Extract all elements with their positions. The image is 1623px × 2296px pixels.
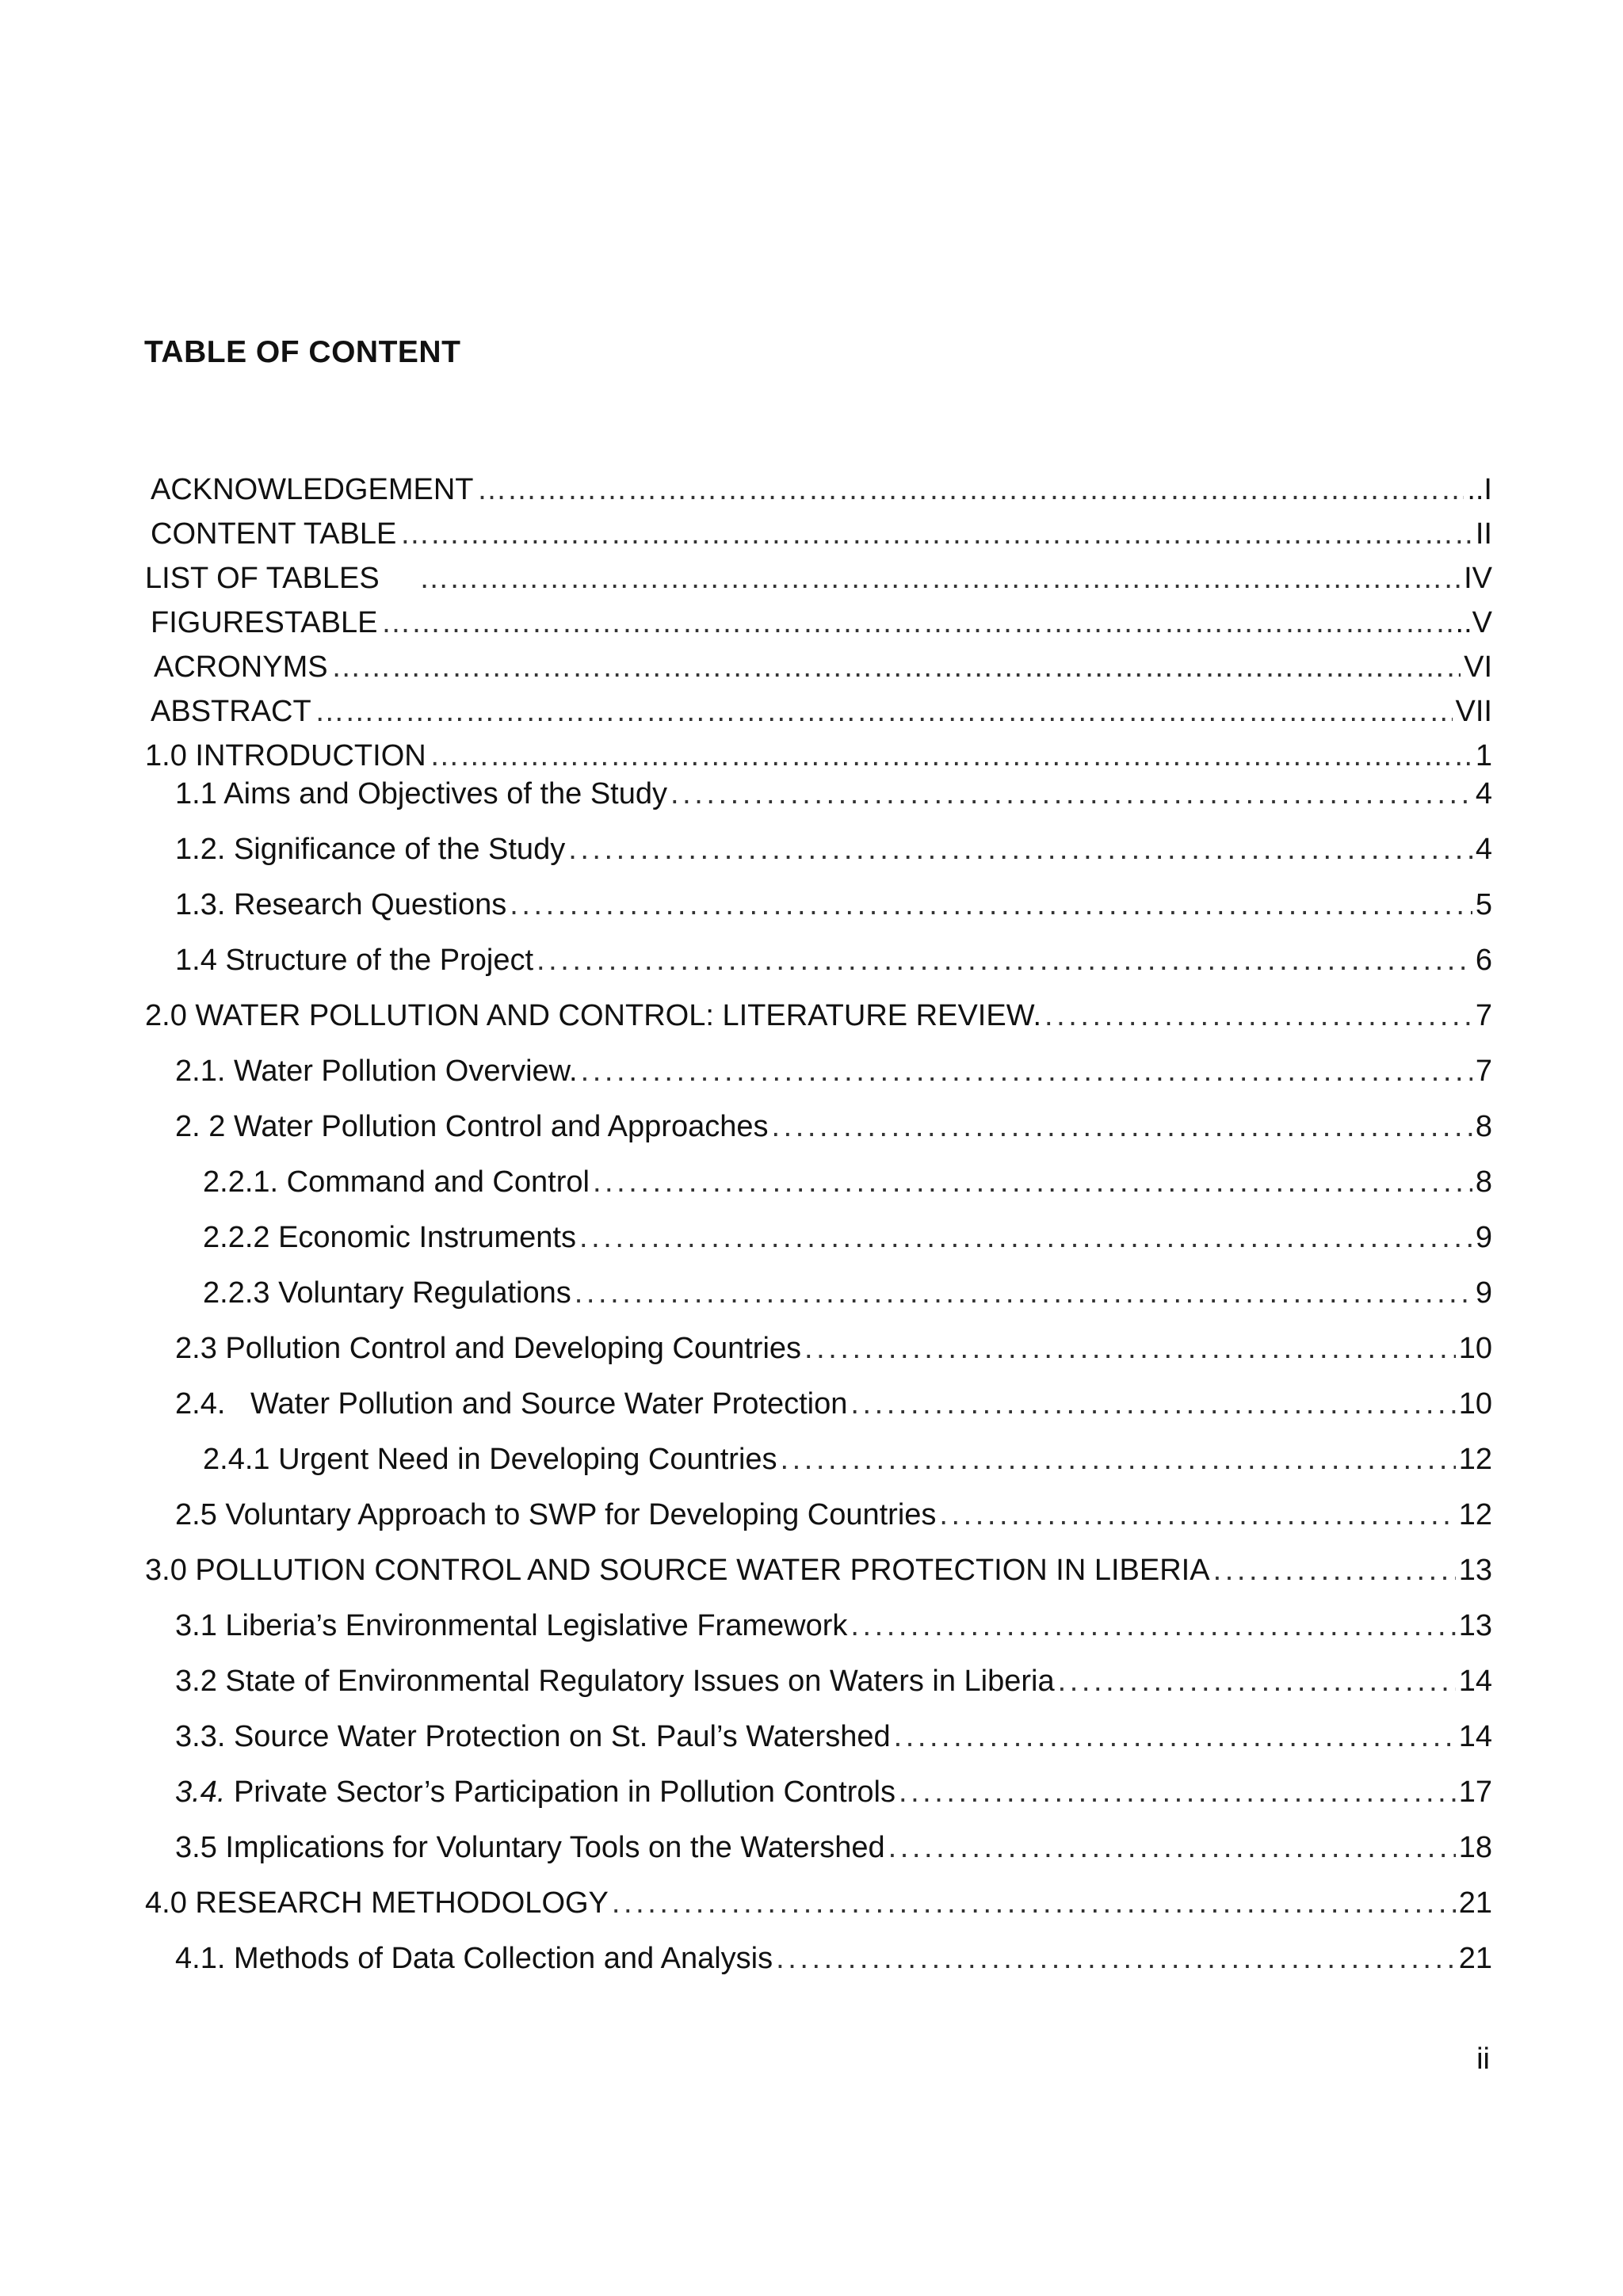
- toc-entry-label: ACKNOWLEDGEMENT: [151, 473, 474, 506]
- toc-entry[interactable]: [175, 1386, 1492, 1421]
- dot-leader: [537, 943, 1472, 978]
- toc-entry-page: 10: [1458, 1387, 1492, 1421]
- toc-entry-label: 2. 2 Water Pollution Control and Approaches: [175, 1110, 769, 1143]
- toc-entry[interactable]: [203, 1165, 1492, 1199]
- dot-leader: [380, 605, 1452, 640]
- toc-entry-label: 4.0 RESEARCH METHODOLOGY: [145, 1886, 609, 1920]
- toc-entry-page: 21: [1458, 1886, 1492, 1920]
- toc-entry-label: 3.0 POLLUTION CONTROL AND SOURCE WATER PROTECTION IN LIBERIA: [145, 1554, 1210, 1587]
- dot-leader: [771, 1109, 1472, 1144]
- toc-entry[interactable]: [145, 998, 1492, 1033]
- dot-leader: [399, 517, 1472, 551]
- toc-entry-page: 9: [1475, 1221, 1492, 1254]
- dot-leader: [850, 1386, 1455, 1421]
- toc-entry[interactable]: [203, 1442, 1492, 1477]
- toc-entry-page: 8: [1475, 1165, 1492, 1199]
- dot-leader: [331, 650, 1461, 685]
- toc-entry[interactable]: [175, 1054, 1492, 1089]
- toc-entry-label: 2.4.1 Urgent Need in Developing Countries: [203, 1443, 777, 1476]
- dot-leader: [476, 472, 1464, 507]
- toc-entry-page: 12: [1458, 1443, 1492, 1476]
- toc-entry-page: 12: [1458, 1498, 1492, 1531]
- toc-entry[interactable]: [154, 650, 1492, 685]
- toc-entry-text: Private Sector’s Participation in Pollution Controls: [233, 1775, 896, 1809]
- toc-entry[interactable]: [175, 1109, 1492, 1144]
- page-number: ii: [1476, 2042, 1490, 2076]
- toc-entry[interactable]: [175, 1664, 1492, 1699]
- toc-entry-page: 1: [1475, 739, 1492, 772]
- toc-entry-label: 2.2.2 Economic Instruments: [203, 1221, 576, 1254]
- toc-entry-label: CONTENT TABLE: [151, 517, 397, 551]
- toc-entry[interactable]: [175, 1719, 1492, 1754]
- toc-entry[interactable]: [175, 1775, 1492, 1810]
- toc-entry-label: 2.3 Pollution Control and Developing Countries: [175, 1332, 802, 1365]
- dot-leader: [776, 1941, 1456, 1976]
- toc-entry-page: 13: [1458, 1609, 1492, 1642]
- toc-entry-page: II: [1475, 517, 1492, 551]
- toc-entry-page: 21: [1458, 1942, 1492, 1975]
- toc-entry-label: 3.2 State of Environmental Regulatory Issues on Waters in Liberia: [175, 1665, 1055, 1698]
- toc-entry-page: IV: [1464, 562, 1492, 595]
- toc-entry[interactable]: [175, 776, 1492, 811]
- toc-entry-label: 3.3. Source Water Protection on St. Paul’s Watershed: [175, 1720, 891, 1753]
- toc-entry[interactable]: [175, 887, 1492, 922]
- toc-entry-label: 1.1 Aims and Objectives of the Study: [175, 777, 668, 810]
- toc-entry-label: ACRONYMS: [154, 650, 328, 684]
- dot-leader: [1058, 1664, 1456, 1699]
- toc-entry-page: VI: [1464, 650, 1492, 684]
- dot-leader: [850, 1608, 1455, 1643]
- toc-entry-label: 2.2.1. Command and Control: [203, 1165, 590, 1199]
- toc-entry-label: 2.1. Water Pollution Overview.: [175, 1055, 578, 1088]
- dot-leader: [894, 1719, 1456, 1754]
- dot-leader: [781, 1442, 1456, 1477]
- page-title: TABLE OF CONTENT: [144, 335, 461, 369]
- toc-entry[interactable]: [145, 561, 1492, 596]
- toc-entry-label: 2.2.3 Voluntary Regulations: [203, 1276, 571, 1310]
- toc-entry-label: 3.1 Liberia’s Environmental Legislative Framework: [175, 1609, 848, 1642]
- toc-entry[interactable]: [151, 517, 1492, 551]
- toc-entry-label: LIST OF TABLES: [145, 562, 380, 595]
- toc-entry-page: 13: [1458, 1554, 1492, 1587]
- toc-entry[interactable]: [151, 605, 1492, 640]
- toc-entry[interactable]: [145, 738, 1492, 773]
- toc-entry[interactable]: [203, 1220, 1492, 1255]
- toc-entry-label: ABSTRACT: [151, 695, 311, 728]
- dot-leader: [510, 887, 1472, 922]
- toc-entry-page: 4: [1475, 777, 1492, 810]
- dot-leader: [593, 1165, 1472, 1199]
- toc-entry-number: 3.4.: [175, 1775, 226, 1809]
- dot-leader: [430, 738, 1472, 773]
- dot-leader: [939, 1497, 1455, 1532]
- toc-entry-page: 7: [1475, 1055, 1492, 1088]
- dot-leader: [419, 561, 1461, 596]
- toc-entry-label: 1.4 Structure of the Project: [175, 944, 534, 977]
- dot-leader: [888, 1830, 1456, 1865]
- toc-entry[interactable]: [175, 832, 1492, 867]
- toc-entry[interactable]: [175, 1941, 1492, 1976]
- toc-entry[interactable]: [175, 1497, 1492, 1532]
- toc-entry-page: 14: [1458, 1720, 1492, 1753]
- dot-leader: [1213, 1553, 1456, 1588]
- dot-leader: [670, 776, 1472, 811]
- toc-entry-page: ..I: [1467, 473, 1492, 506]
- dot-leader: [1044, 998, 1472, 1033]
- toc-entry-page: 18: [1458, 1831, 1492, 1864]
- toc-entry-page: ..V: [1455, 606, 1492, 639]
- toc-entry[interactable]: [145, 1553, 1492, 1588]
- toc-entry[interactable]: [175, 1608, 1492, 1643]
- toc-entry-page: 10: [1458, 1332, 1492, 1365]
- toc-entry-label: 2.0 WATER POLLUTION AND CONTROL: LITERATURE REVIEW.: [145, 999, 1042, 1032]
- toc-entry-label: 1.2. Significance of the Study: [175, 833, 566, 866]
- toc-entry[interactable]: [175, 1331, 1492, 1366]
- toc-entry[interactable]: [145, 1886, 1492, 1920]
- toc-entry-page: 6: [1475, 944, 1492, 977]
- toc-entry-label: 4.1. Methods of Data Collection and Analysis: [175, 1942, 773, 1975]
- toc-entry-label: 2.4. Water Pollution and Source Water Protection: [175, 1387, 848, 1421]
- toc-entry-label: 2.5 Voluntary Approach to SWP for Developing Countries: [175, 1498, 937, 1531]
- dot-leader: [804, 1331, 1456, 1366]
- toc-entry-label: 1.0 INTRODUCTION: [145, 739, 426, 772]
- toc-entry-label: [175, 1775, 899, 1810]
- toc-entry[interactable]: [151, 694, 1492, 729]
- toc-entry-page: 4: [1475, 833, 1492, 866]
- dot-leader: [899, 1775, 1456, 1810]
- toc-entry[interactable]: [203, 1276, 1492, 1310]
- toc-entry-page: 5: [1475, 888, 1492, 921]
- toc-entry-page: 8: [1475, 1110, 1492, 1143]
- toc-entry-page: 17: [1458, 1775, 1492, 1809]
- dot-leader: [315, 694, 1453, 729]
- dot-leader: [581, 1054, 1472, 1089]
- toc-entry[interactable]: [175, 943, 1492, 978]
- toc-entry-label: 1.3. Research Questions: [175, 888, 507, 921]
- dot-leader: [612, 1886, 1456, 1920]
- toc-entry-label: 3.5 Implications for Voluntary Tools on the Watershed: [175, 1831, 885, 1864]
- toc-entry-page: VII: [1455, 695, 1492, 728]
- toc-entry-label: FIGURESTABLE: [151, 606, 378, 639]
- toc-entry-page: 9: [1475, 1276, 1492, 1310]
- dot-leader: [568, 832, 1472, 867]
- toc-entry[interactable]: [175, 1830, 1492, 1865]
- toc-entry[interactable]: [151, 472, 1492, 507]
- toc-entry-page: 7: [1475, 999, 1492, 1032]
- dot-leader: [575, 1276, 1472, 1310]
- dot-leader: [579, 1220, 1472, 1255]
- toc-entry-page: 14: [1458, 1665, 1492, 1698]
